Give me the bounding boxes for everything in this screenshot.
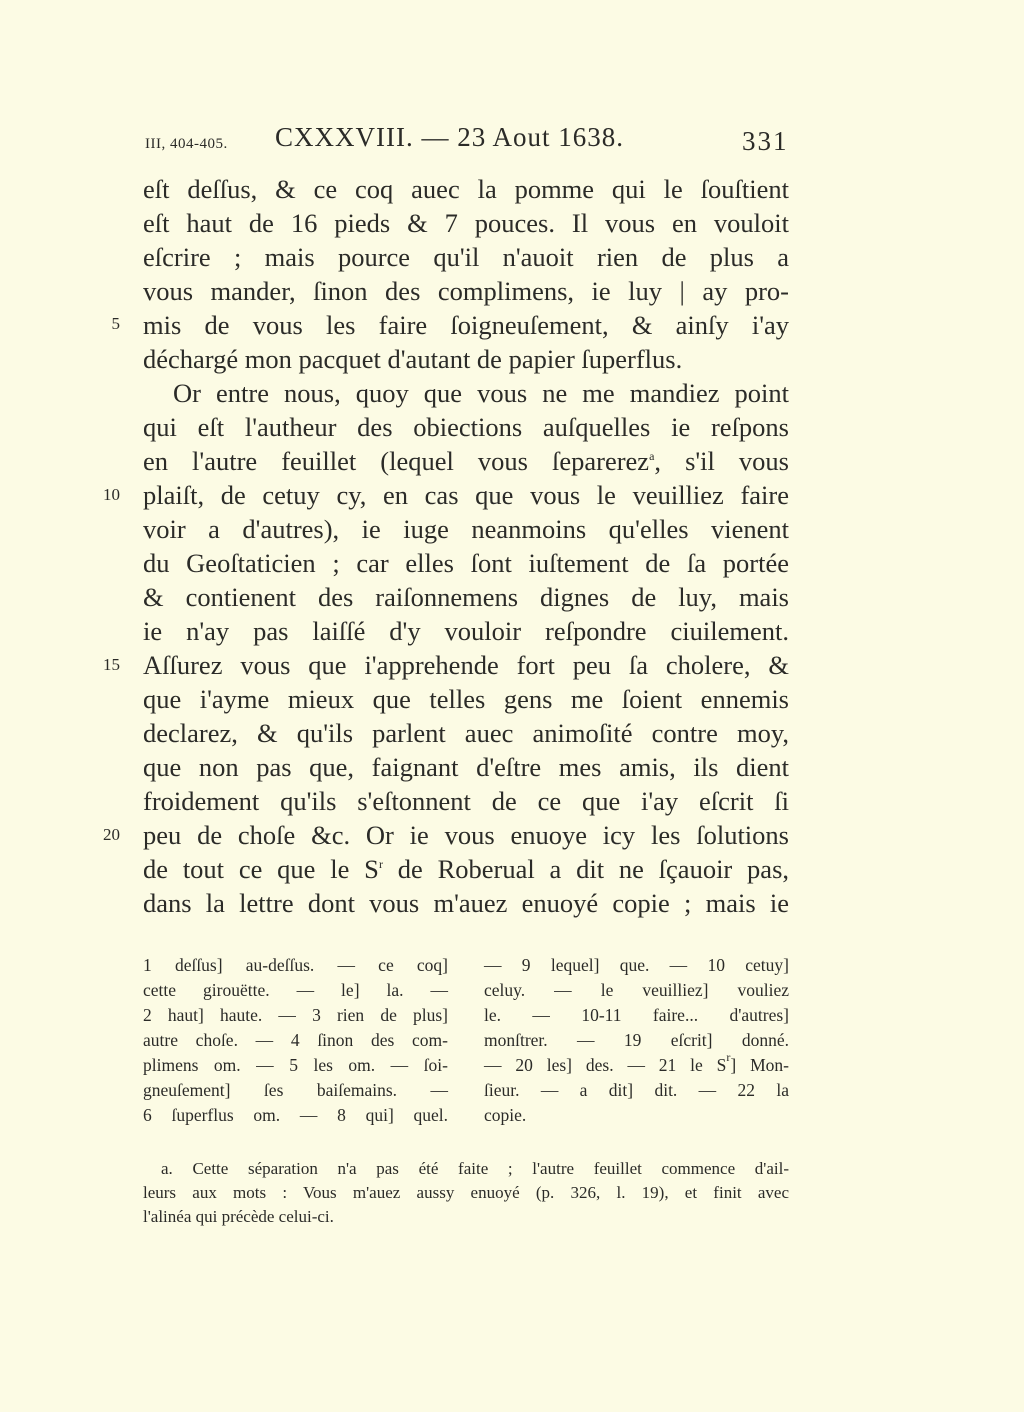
note-line: a. Cette séparation n'a pas été faite ; l'autre feuillet commence d'ail- [161,1159,789,1178]
footnote-line: 1 deſſus] au-deſſus. — ce coq] [143,955,448,975]
text-line: dans la lettre dont vous m'auez enuoyé copie ; mais ie [143,888,789,918]
text-segment: , s'il vous [654,446,789,476]
editorial-note [143,1157,789,1229]
text-line: eſt haut de 16 pieds & 7 pouces. Il vous en vouloit [143,208,789,238]
line-number: 10 [103,485,120,504]
line-number: 20 [103,825,120,844]
variant-notes-right [484,953,789,1128]
text-line: plaiſt, de cetuy cy, en cas que vous le veuilliez faire [143,480,789,510]
text-line: Aſſurez vous que i'apprehende fort peu ſa cholere, & [143,650,789,680]
footnote-line: cette girouëtte. — le] la. — [143,980,448,1000]
line-number: 5 [111,314,120,333]
text-segment: ] Mon- [730,1055,789,1075]
superscript: r [726,1050,731,1064]
footnote-line: 6 ſuperflus om. — 8 qui] quel. [143,1105,448,1125]
page-number: 331 [742,126,789,156]
variant-notes-left [143,953,448,1128]
footnote-line: celuy. — le veuilliez] vouliez [484,980,789,1000]
running-header [0,122,1024,162]
footnote-line: monſtrer. — 19 eſcrit] donné. [484,1030,789,1050]
note-line: leurs aux mots : Vous m'auez aussy enuoyé (p. 326, l. 19), et finit avec [143,1183,789,1202]
superscript: r [378,857,383,871]
text-line: peu de choſe &c. Or ie vous enuoye icy les ſolutions [143,820,789,850]
note-line: l'alinéa qui précède celui-ci. [143,1207,334,1226]
text-line: vous mander, ſinon des complimens, ie luy | ay pro- [143,276,789,306]
text-segment: — 20 les] des. — 21 le S [484,1055,727,1075]
text-line: que non pas que, faignant d'eſtre mes amis, ils dient [143,752,789,782]
main-text [143,172,789,920]
text-line: declarez, & qu'ils parlent auec animoſité contre moy, [143,718,789,748]
text-line: qui eſt l'autheur des obiections auſquelles ie reſpons [143,412,789,442]
text-segment: de tout ce que le S [143,854,379,884]
text-line: eſt deſſus, & ce coq auec la pomme qui le ſouſtient [143,174,789,204]
text-line: & contienent des raiſonnemens dignes de luy, mais [143,582,789,612]
text-line: Or entre nous, quoy que vous ne me mandiez point [173,378,789,408]
footnote-marker: a [649,449,655,463]
text-line: déchargé mon pacquet d'autant de papier ſuperflus. [143,344,683,374]
text-line: voir a d'autres), ie iuge neanmoins qu'elles vienent [143,514,789,544]
text-line [143,852,789,886]
footnote-line: 2 haut] haute. — 3 rien de plus] [143,1005,448,1025]
footnote-line: ſieur. — a dit] dit. — 22 la [484,1080,789,1100]
text-line: mis de vous les faire ſoigneuſement, & ainſy i'ay [143,310,789,340]
text-segment: en l'autre feuillet (lequel vous ſeparerez [143,446,650,476]
volume-reference: III, 404-405. [145,136,228,152]
footnote-line [484,1050,789,1078]
text-segment: de Roberual a dit ne ſçauoir pas, [382,854,790,884]
text-line: que i'ayme mieux que telles gens me ſoient ennemis [143,684,789,714]
footnote-line: plimens om. — 5 les om. — ſoi- [143,1055,448,1075]
footnote-line: autre choſe. — 4 ſinon des com- [143,1030,448,1050]
text-line: du Geoſtaticien ; car elles ſont iuſtement de ſa portée [143,548,789,578]
text-line: ie n'ay pas laiſſé d'y vouloir reſpondre ciuilement. [143,616,789,646]
line-number: 15 [103,655,120,674]
footnote-line: — 9 lequel] que. — 10 cetuy] [484,955,789,975]
text-line [143,444,789,478]
text-line: froidement qu'ils s'eſtonnent de ce que i'ay eſcrit ſi [143,786,789,816]
footnote-line: copie. [484,1105,527,1125]
footnote-line: le. — 10-11 faire... d'autres] [484,1005,789,1025]
letter-heading: CXXXVIII. — 23 Aout 1638. [275,122,624,152]
footnote-line: gneuſement] ſes baiſemains. — [143,1080,448,1100]
text-line: eſcrire ; mais pource qu'il n'auoit rien de plus a [143,242,789,272]
